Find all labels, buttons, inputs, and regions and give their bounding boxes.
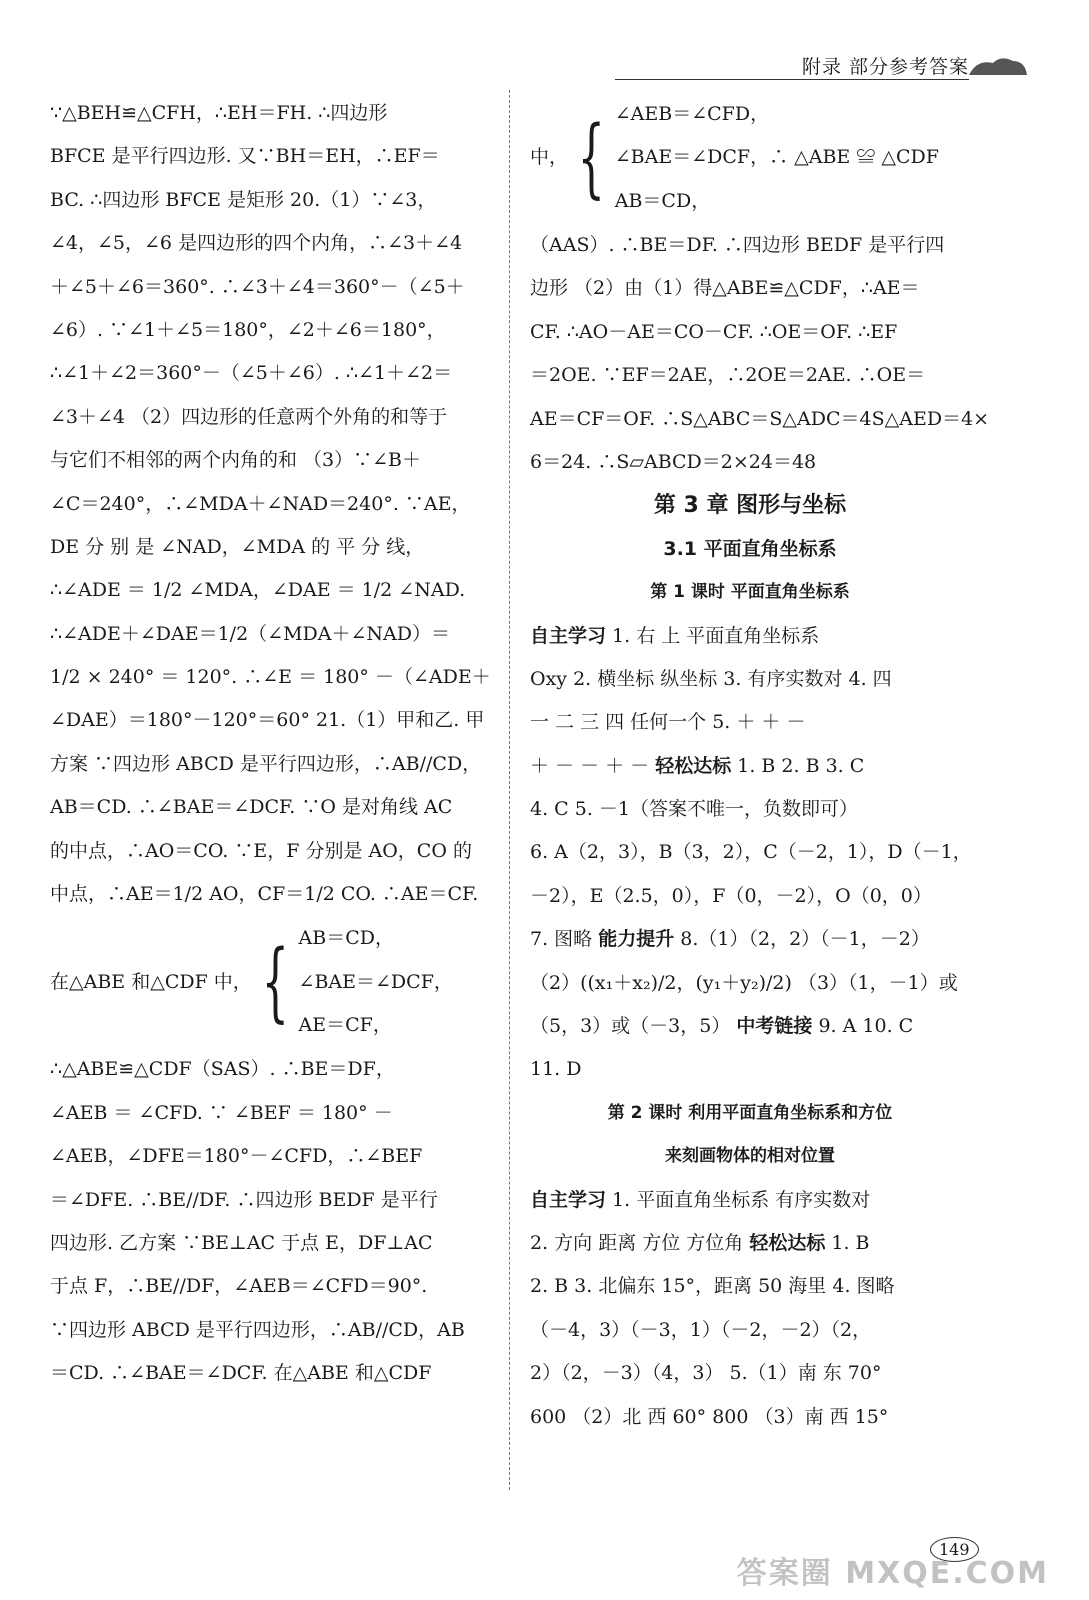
answer-line <box>530 1048 970 1091</box>
system-line: ∠BAE＝∠DCF， <box>298 970 453 993</box>
text-line: 与它们不相邻的两个内角的和 （3）∵∠B＋ <box>50 449 422 472</box>
answer-text: ＋ － － ＋ － <box>530 754 656 777</box>
text-line: ∠6）. ∵∠1＋∠5＝180°，∠2＋∠6＝180°， <box>50 318 446 341</box>
text-line: CF. ∴AO－AE＝CO－CF. ∴OE＝OF. ∴EF <box>530 320 898 343</box>
system-prefix: 在△ABE 和△CDF 中， <box>50 970 252 993</box>
watermark-logo: 答案圈 MXQE.COM <box>736 1556 1049 1591</box>
answer-line <box>530 1309 970 1352</box>
text-line: 1/2 × 240° ＝ 120°. ∴∠E ＝ 180° －（∠ADE＋ <box>50 666 491 689</box>
answer-text: Oxy 2. 横坐标 纵坐标 3. 有序实数对 4. 四 <box>530 667 892 690</box>
answer-line <box>530 962 970 1005</box>
answer-text: 4. C 5. －1（答案不唯一，负数即可） <box>530 798 859 821</box>
page-number: 149 <box>930 1537 979 1562</box>
text-line: 中点，∴AE＝1/2 AO，CF＝1/2 CO. ∴AE＝CF. <box>50 883 479 906</box>
answer-text: （5，3）或（－3，5） <box>530 1015 737 1038</box>
answer-text: 2. 方向 距离 方位 方位角 <box>530 1231 750 1254</box>
answer-line <box>530 701 970 744</box>
left-brace-icon: { <box>261 932 289 1033</box>
answer-text: （－4，3）（－3，1）（－2，－2）（2， <box>530 1318 872 1341</box>
answer-text: 2）（2，－3）（4，3） 5.（1）南 东 70° <box>530 1362 882 1385</box>
answer-line <box>530 658 970 701</box>
text-line: AB＝CD. ∴∠BAE＝∠DCF. ∵O 是对角线 AC <box>50 796 453 819</box>
text-line: 方案 ∵四边形 ABCD 是平行四边形，∴AB//CD， <box>50 752 482 775</box>
left-column <box>50 92 490 1396</box>
left-brace-icon: { <box>577 108 606 208</box>
answer-text: －2），E（2.5，0），F（0，－2），O（0，0） <box>530 884 932 907</box>
lesson-title: 第 2 课时 利用平面直角坐标系和方位 <box>607 1102 893 1123</box>
text-line: ＝∠DFE. ∴BE//DF. ∴四边形 BEDF 是平行 <box>50 1188 438 1211</box>
answer-line <box>530 1265 970 1308</box>
header-rule <box>615 79 969 80</box>
system-line: AE＝CF， <box>298 1014 392 1037</box>
system-lines <box>299 917 453 1047</box>
system-lines <box>615 93 939 223</box>
text-line: BFCE 是平行四边形. 又∵BH＝EH，∴EF＝ <box>50 145 440 168</box>
section-title: 3.1 平面直角坐标系 <box>663 537 837 560</box>
text-line: ∴∠ADE ＝ 1/2 ∠MDA，∠DAE ＝ 1/2 ∠NAD. <box>50 579 466 602</box>
answer-line <box>530 1222 970 1265</box>
equation-system <box>530 92 970 224</box>
answer-line <box>530 1352 970 1395</box>
text-line: ∵△BEH≌△CFH，∴EH＝FH. ∴四边形 <box>50 102 388 124</box>
keyword-label: 能力提升 <box>598 928 675 951</box>
answer-line <box>530 918 970 961</box>
keyword-label: 中考链接 <box>736 1015 813 1038</box>
text-line: DE 分 别 是 ∠NAD，∠MDA 的 平 分 线， <box>50 535 425 558</box>
text-line: AE＝CF＝OF. ∴S△ABC＝S△ADC＝4S△AED＝4× <box>530 407 990 430</box>
answer-text: 7. 图略 <box>530 928 599 951</box>
text-line: 的中点，∴AO＝CO. ∵E，F 分别是 AO，CO 的 <box>50 839 472 862</box>
answer-line <box>530 831 970 874</box>
system-line: ∠BAE＝∠DCF，∴ △ABE ≌ △CDF <box>614 146 939 169</box>
answer-text: 6. A（2，3），B（3，2），C（－2，1），D（－1， <box>530 841 972 864</box>
text-line: ∵四边形 ABCD 是平行四边形，∴AB//CD，AB <box>50 1318 465 1341</box>
system-line: AB＝CD， <box>614 189 711 212</box>
system-line: AB＝CD， <box>298 927 394 950</box>
answer-text: 600 （2）北 西 60° 800 （3）南 西 15° <box>530 1405 889 1428</box>
text-line: ∠AEB ＝ ∠CFD. ∵ ∠BEF ＝ 180° － <box>50 1101 393 1124</box>
system-prefix: 中， <box>530 146 569 169</box>
answer-text: 11. D <box>530 1058 582 1081</box>
text-line: ＝2OE. ∵EF＝2AE，∴2OE＝2AE. ∴OE＝ <box>530 364 926 387</box>
answer-line <box>530 1396 970 1439</box>
keyword-label: 轻松达标 <box>655 754 732 777</box>
answer-line <box>530 1005 970 1048</box>
cloud-decoration-icon <box>967 55 1029 77</box>
keyword-label: 自主学习 <box>530 624 607 647</box>
text-line: 边形 （2）由（1）得△ABE≌△CDF，∴AE＝ <box>530 277 920 300</box>
answer-text: 一 二 三 四 任何一个 5. ＋ ＋ － <box>530 711 806 734</box>
answer-line <box>530 615 970 658</box>
answer-text: 1. 右 上 平面直角坐标系 <box>606 624 820 647</box>
chapter-title: 第 3 章 图形与坐标 <box>653 493 847 519</box>
answer-text: 2. B 3. 北偏东 15°，距离 50 海里 4. 图略 <box>530 1275 895 1298</box>
text-line: ∠AEB，∠DFE＝180°－∠CFD，∴∠BEF <box>50 1145 423 1168</box>
text-line: ＝CD. ∴∠BAE＝∠DCF. 在△ABE 和△CDF <box>50 1362 432 1385</box>
answer-line <box>530 745 970 788</box>
answer-text: 1. 平面直角坐标系 有序实数对 <box>606 1188 871 1211</box>
text-line: ∴∠ADE＋∠DAE＝1/2（∠MDA＋∠NAD）＝ <box>50 622 450 645</box>
keyword-label: 轻松达标 <box>749 1231 826 1254</box>
text-line: ＋∠5＋∠6＝360°. ∴∠3＋∠4＝360°－（∠5＋ <box>50 275 465 298</box>
lesson-title: 第 1 课时 平面直角坐标系 <box>650 582 850 603</box>
column-divider <box>509 90 510 1490</box>
answer-line <box>530 1179 970 1222</box>
text-line: BC. ∴四边形 BFCE 是矩形 20.（1）∵∠3， <box>50 188 437 211</box>
text-line: （AAS）. ∴BE＝DF. ∴四边形 BEDF 是平行四 <box>530 234 945 256</box>
text-line: ∴∠1＋∠2＝360°－（∠5＋∠6）. ∴∠1＋∠2＝ <box>50 362 453 385</box>
answer-line <box>530 788 970 831</box>
text-line: 四边形. 乙方案 ∵BE⊥AC 于点 E，DF⊥AC <box>50 1231 433 1254</box>
text-line: ∠DAE）＝180°－120°＝60° 21.（1）甲和乙. 甲 <box>50 709 485 732</box>
lesson-title: 来刻画物体的相对位置 <box>665 1146 835 1167</box>
text-line: 于点 F，∴BE//DF，∠AEB＝∠CFD＝90°. <box>50 1275 428 1298</box>
right-column <box>530 92 990 1439</box>
answer-text: 9. A 10. C <box>812 1015 914 1038</box>
header-title: 附录 部分参考答案 <box>801 56 969 78</box>
text-line: ∠3＋∠4 （2）四边形的任意两个外角的和等于 <box>50 405 448 428</box>
text-line: 6＝24. ∴S▱ABCD＝2×24＝48 <box>530 450 817 473</box>
answer-text: 1. B 2. B 3. C <box>731 754 865 777</box>
text-line: ∠4，∠5，∠6 是四边形的四个内角，∴∠3＋∠4 <box>50 232 463 255</box>
keyword-label: 自主学习 <box>530 1188 607 1211</box>
system-line: ∠AEB＝∠CFD， <box>614 102 770 125</box>
answer-text: 1. B <box>825 1231 870 1254</box>
answer-text: （2）((x₁＋x₂)/2，(y₁＋y₂)/2) （3）（1，－1）或 <box>530 971 958 994</box>
answer-text: 8.（1）（2，2）（－1，－2） <box>674 928 930 951</box>
text-line: ∴△ABE≌△CDF（SAS）. ∴BE＝DF， <box>50 1058 395 1081</box>
text-line: ∠C＝240°，∴∠MDA＋∠NAD＝240°. ∵AE， <box>50 492 471 515</box>
equation-system <box>50 916 490 1048</box>
answer-line <box>530 875 970 918</box>
